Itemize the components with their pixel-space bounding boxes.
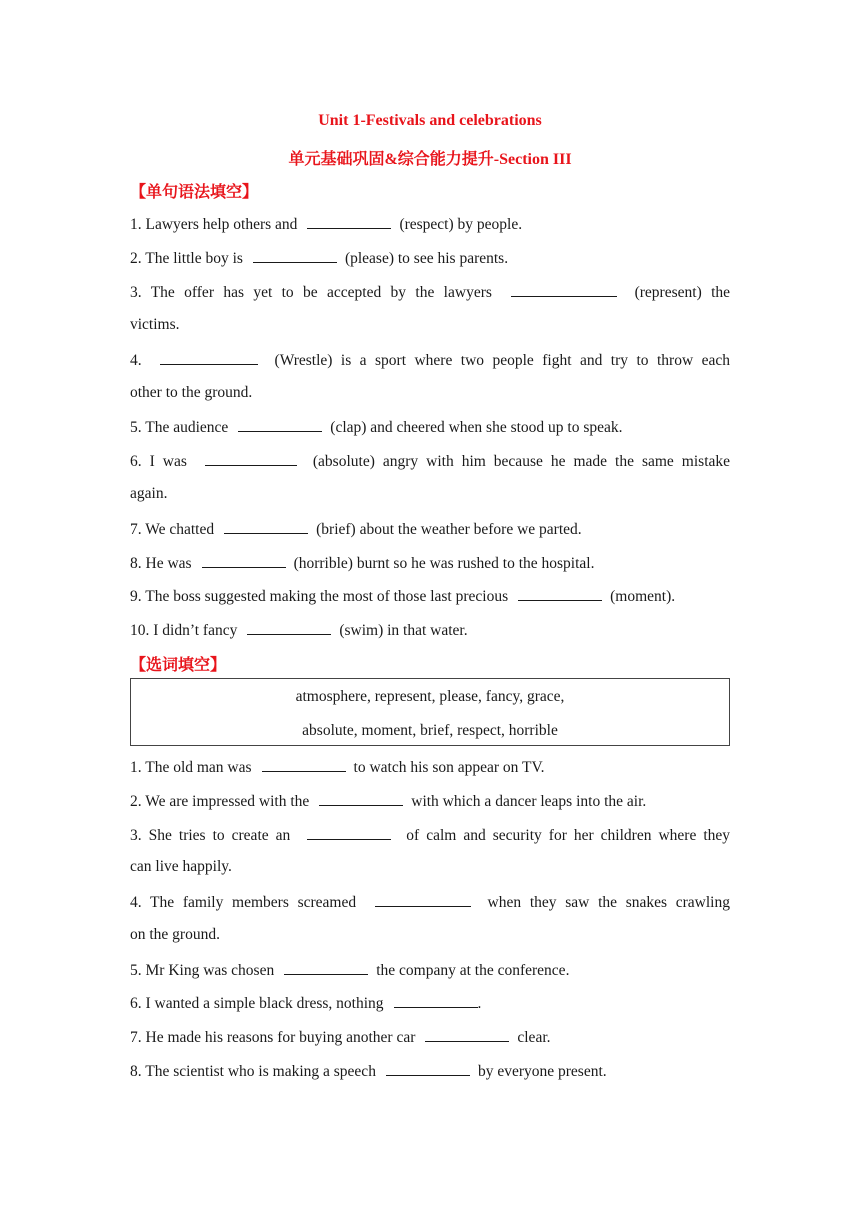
answer-blank[interactable] xyxy=(307,214,391,229)
grammar-question-2: 2. The little boy is (please) to see his parents. xyxy=(130,250,509,267)
answer-blank[interactable] xyxy=(262,757,346,772)
answer-blank[interactable] xyxy=(160,350,258,365)
section-heading-grammar: 【单句语法填空】 xyxy=(130,182,259,201)
answer-blank[interactable] xyxy=(511,282,617,297)
answer-blank[interactable] xyxy=(319,791,403,806)
section-heading-word-choice: 【选词填空】 xyxy=(130,655,227,674)
grammar-question-3-continued: victims. xyxy=(130,316,180,333)
grammar-question-8: 8. He was (horrible) burnt so he was rushed to the hospital. xyxy=(130,555,595,572)
word-question-7: 7. He made his reasons for buying another car clear. xyxy=(130,1029,551,1046)
grammar-question-3: 3. The offer has yet to be accepted by the lawyers (represent) the xyxy=(130,284,731,301)
word-question-1: 1. The old man was to watch his son appear on TV. xyxy=(130,759,545,776)
answer-blank[interactable] xyxy=(253,248,337,263)
answer-blank[interactable] xyxy=(202,553,286,568)
word-question-4: 4. The family members screamed when they saw the snakes crawling xyxy=(130,894,730,911)
worksheet-subtitle: 单元基础巩固&综合能力提升-Section III xyxy=(288,151,572,168)
grammar-question-9: 9. The boss suggested making the most of those last precious (moment). xyxy=(130,588,676,605)
grammar-question-6-continued: again. xyxy=(130,485,168,502)
grammar-question-6: 6. I was (absolute) angry with him because he made the same mistake xyxy=(130,453,731,470)
grammar-question-1: 1. Lawyers help others and (respect) by people. xyxy=(130,216,523,233)
answer-blank[interactable] xyxy=(307,825,391,840)
word-question-4-continued: on the ground. xyxy=(130,926,220,943)
answer-blank[interactable] xyxy=(386,1061,470,1076)
word-bank-line-1: atmosphere, represent, please, fancy, grace, xyxy=(295,688,565,705)
word-question-3: 3. She tries to create an of calm and security for her children where they xyxy=(130,827,731,844)
answer-blank[interactable] xyxy=(247,620,331,635)
answer-blank[interactable] xyxy=(224,519,308,534)
grammar-question-5: 5. The audience (clap) and cheered when she stood up to speak. xyxy=(130,419,623,436)
answer-blank[interactable] xyxy=(205,451,297,466)
answer-blank[interactable] xyxy=(238,417,322,432)
word-bank-line-2: absolute, moment, brief, respect, horrible xyxy=(302,722,558,739)
answer-blank[interactable] xyxy=(375,892,471,907)
answer-blank[interactable] xyxy=(425,1027,509,1042)
answer-blank[interactable] xyxy=(518,586,602,601)
word-question-6: 6. I wanted a simple black dress, nothing . xyxy=(130,995,482,1012)
word-bank-box xyxy=(130,678,730,746)
answer-blank[interactable] xyxy=(394,993,478,1008)
grammar-question-4-continued: other to the ground. xyxy=(130,384,253,401)
word-question-2: 2. We are impressed with the with which a dancer leaps into the air. xyxy=(130,793,647,810)
grammar-question-7: 7. We chatted (brief) about the weather before we parted. xyxy=(130,521,582,538)
word-question-8: 8. The scientist who is making a speech by everyone present. xyxy=(130,1063,607,1080)
word-question-3-continued: can live happily. xyxy=(130,858,232,875)
answer-blank[interactable] xyxy=(284,960,368,975)
word-question-5: 5. Mr King was chosen the company at the conference. xyxy=(130,962,570,979)
worksheet-title: Unit 1-Festivals and celebrations xyxy=(318,112,542,129)
grammar-question-4: 4. (Wrestle) is a sport where two people fight and try to throw each xyxy=(130,352,730,369)
grammar-question-10: 10. I didn’t fancy (swim) in that water. xyxy=(130,622,468,639)
